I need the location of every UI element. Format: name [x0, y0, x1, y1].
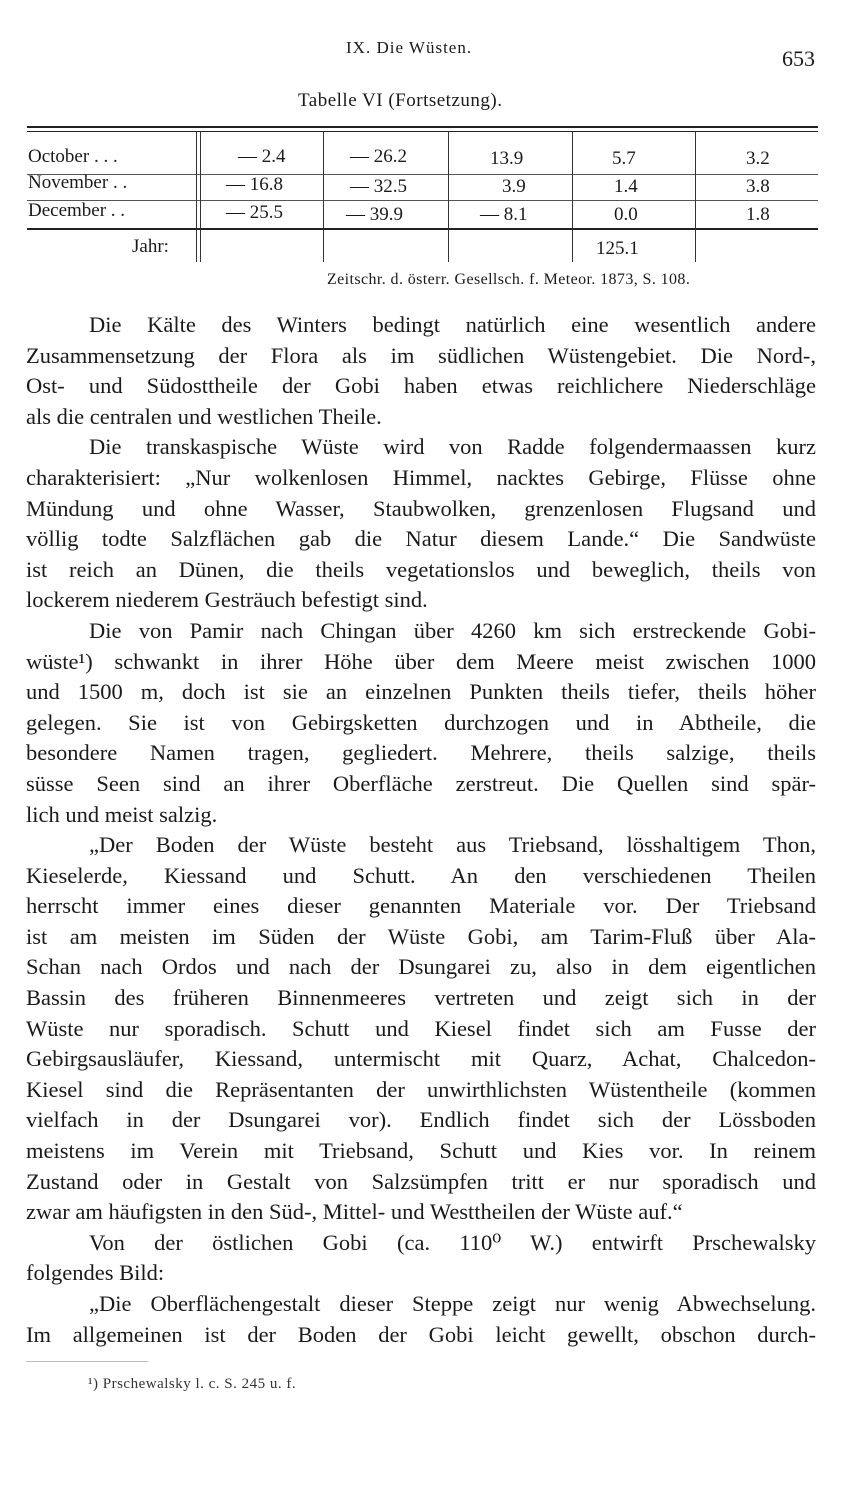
text-line: Gebirgsausläufer, Kiessand, untermischt mit Quarz, Achat, Chalcedon- [26, 1046, 816, 1072]
page-number: 653 [782, 46, 815, 71]
text-line: und 1500 m, doch ist sie an einzelnen Punkten theils tiefer, theils höher [26, 679, 816, 705]
table-cell: 1.4 [614, 176, 638, 197]
table-source: Zeitschr. d. österr. Gesellsch. f. Meteor. 1873, S. 108. [327, 271, 691, 288]
running-head: IX. Die Wüsten. [346, 38, 473, 57]
text-line: gelegen. Sie ist von Gebirgsketten durchzogen und in Abtheile, die [26, 709, 816, 735]
text-line: Im allgemeinen ist der Boden der Gobi leicht gewellt, obschon durch- [26, 1321, 816, 1347]
text-line: Wüste nur sporadisch. Schutt und Kiesel findet sich am Fusse der [26, 1015, 816, 1041]
paragraph [26, 1228, 816, 1289]
table-cell: — 25.5 [226, 202, 283, 223]
table-column-divider [572, 132, 573, 262]
text-line: Ost- und Südosttheile der Gobi haben etwas reichlichere Niederschläge [26, 373, 816, 399]
paragraph [26, 830, 816, 1228]
table-top-rule [27, 126, 818, 128]
body-text [26, 310, 816, 1350]
text-line: Mündung und ohne Wasser, Staubwolken, grenzenlosen Flugsand und [26, 495, 816, 521]
paragraph [26, 616, 816, 830]
table-row-label: November . . [28, 172, 128, 193]
text-line: herrscht immer eines dieser genannten Materiale vor. Der Triebsand [26, 893, 816, 919]
text-line: ist am meisten im Süden der Wüste Gobi, am Tarim-Fluß über Ala- [26, 923, 816, 949]
table-column-divider [200, 132, 201, 262]
text-line: Bassin des früheren Binnenmeeres vertreten und zeigt sich in der [26, 985, 816, 1011]
text-line: Kiesel sind die Repräsentanten der unwirthlichsten Wüstentheile (kommen [26, 1076, 816, 1102]
table-top-rule-thin [27, 131, 818, 132]
text-line: als die centralen und westlichen Theile. [26, 403, 382, 429]
table-column-divider [448, 132, 449, 262]
table-column-divider [196, 132, 197, 262]
text-line: Schan nach Ordos und nach der Dsungarei zu, also in dem eigentlichen [26, 954, 816, 980]
table-row-label: October . . . [28, 146, 118, 167]
paragraph [26, 432, 816, 616]
text-line: Die transkaspische Wüste wird von Radde folgendermaassen kurz [89, 434, 816, 460]
text-line: lich und meist salzig. [26, 801, 218, 827]
text-line: charakterisiert: „Nur wolkenlosen Himmel, nacktes Gebirge, Flüsse ohne [26, 464, 816, 490]
footnote-rule [26, 1361, 148, 1362]
text-line: besondere Namen tragen, gegliedert. Mehrere, theils salzige, theils [26, 740, 816, 766]
text-line: völlig todte Salzflächen gab die Natur diesem Lande.“ Die Sandwüste [26, 526, 816, 552]
paragraph [26, 1289, 816, 1350]
text-line: süsse Seen sind an ihrer Oberfläche zerstreut. Die Quellen sind spär- [26, 770, 816, 796]
table-cell: — 26.2 [350, 146, 407, 167]
table-cell: 3.9 [502, 176, 526, 197]
text-line: Zustand oder in Gestalt von Salzsümpfen tritt er nur sporadisch und [26, 1168, 816, 1194]
table-cell: 0.0 [614, 204, 638, 225]
text-line: lockerem niederem Gesträuch befestigt sind. [26, 587, 428, 613]
table-cell: 3.8 [746, 176, 770, 197]
text-line: „Der Boden der Wüste besteht aus Triebsand, lösshaltigem Thon, [89, 832, 816, 858]
table-cell: — 16.8 [226, 174, 283, 195]
text-line: Zusammensetzung der Flora als im südlichen Wüstengebiet. Die Nord-, [26, 342, 816, 368]
table-bottom-rule [27, 228, 818, 230]
paragraph [26, 310, 816, 432]
text-line: vielfach in der Dsungarei vor). Endlich findet sich der Lössboden [26, 1107, 816, 1133]
text-line: folgendes Bild: [26, 1260, 165, 1286]
text-line: „Die Oberflächengestalt dieser Steppe zeigt nur wenig Abwechselung. [89, 1291, 816, 1316]
text-line: wüste¹) schwankt in ihrer Höhe über dem Meere meist zwischen 1000 [26, 648, 816, 674]
table-row-rule [27, 174, 818, 175]
table-total-value: 125.1 [596, 238, 639, 259]
table-cell: 5.7 [612, 148, 636, 169]
text-line: zwar am häufigsten in den Süd-, Mittel- und Westtheilen der Wüste auf.“ [26, 1199, 683, 1225]
table-total-label: Jahr: [132, 236, 169, 257]
table-caption: Tabelle VI (Fortsetzung). [298, 90, 503, 111]
table-cell: — 2.4 [238, 146, 286, 167]
table-cell: — 8.1 [480, 204, 528, 225]
text-line: Die von Pamir nach Chingan über 4260 km sich erstreckende Gobi- [89, 617, 816, 643]
table-cell: 13.9 [490, 148, 524, 169]
footnote: ¹) Prschewalsky l. c. S. 245 u. f. [88, 1376, 297, 1392]
text-line: Von der östlichen Gobi (ca. 110⁰ W.) entwirft Prschewalsky [89, 1229, 816, 1255]
table-column-divider [695, 132, 696, 262]
table-cell: 3.2 [746, 148, 770, 169]
table-row-rule [27, 200, 818, 201]
table-cell: 1.8 [746, 204, 770, 225]
text-line: Die Kälte des Winters bedingt natürlich eine wesentlich andere [89, 312, 816, 337]
table-cell: — 32.5 [350, 176, 407, 197]
text-line: meistens im Verein mit Triebsand, Schutt und Kies vor. In reinem [26, 1138, 816, 1164]
table-row-label: December . . [28, 200, 126, 221]
table-column-divider [323, 132, 324, 262]
table-cell: — 39.9 [346, 204, 403, 225]
text-line: Kieselerde, Kiessand und Schutt. An den verschiedenen Theilen [26, 862, 816, 888]
text-line: ist reich an Dünen, die theils vegetationslos und beweglich, theils von [26, 556, 816, 582]
